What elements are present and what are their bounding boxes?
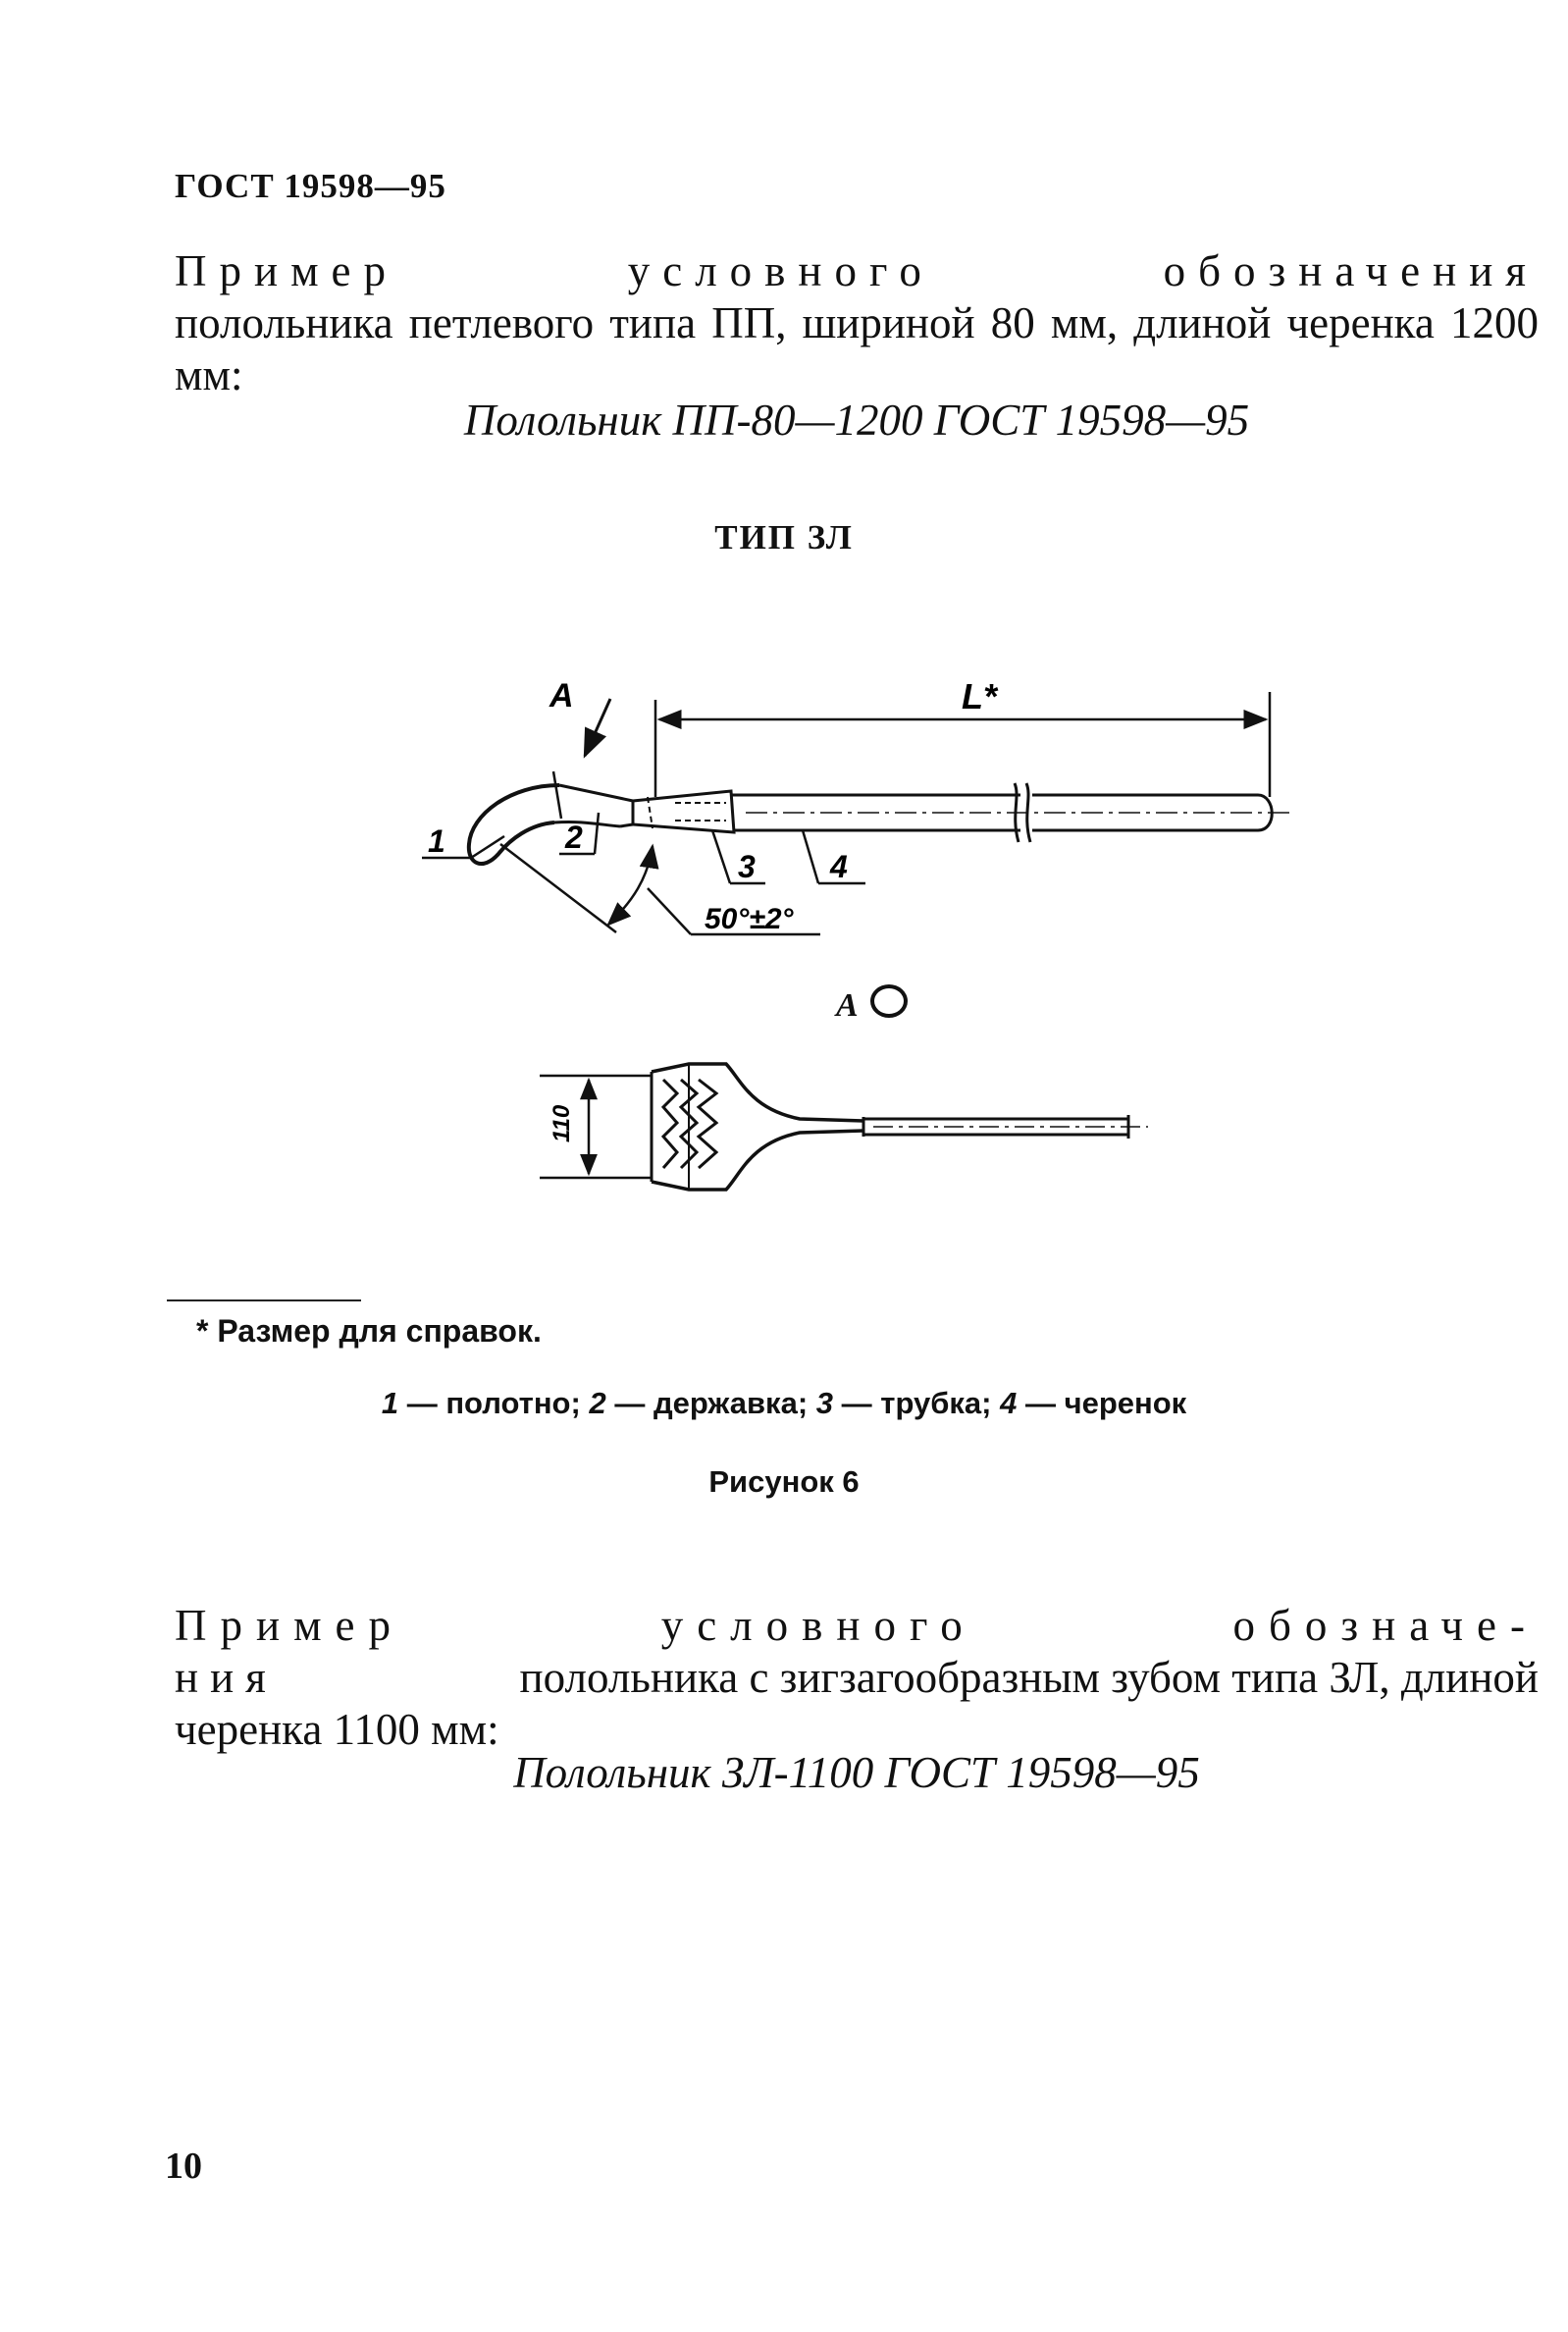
example-1-designation: Полольник ПП-80—1200 ГОСТ 19598—95 bbox=[463, 396, 1250, 445]
example-2-spaced-heading bbox=[175, 1600, 1539, 1652]
angle-leader bbox=[648, 888, 691, 934]
angle-extension-line bbox=[500, 844, 616, 932]
example-2-paragraph bbox=[175, 1600, 1539, 1756]
legend-num: 3 bbox=[815, 1386, 834, 1420]
holder-top bbox=[559, 785, 633, 801]
legend-num: 4 bbox=[1000, 1386, 1018, 1420]
legend-separator: ; bbox=[797, 1386, 809, 1420]
width-dimension-label: 110 bbox=[549, 1104, 575, 1142]
legend-label: полотно bbox=[445, 1386, 571, 1420]
type-title: ТИП ЗЛ bbox=[714, 518, 854, 556]
view-a-letter: А bbox=[549, 677, 574, 715]
legend-separator: ; bbox=[570, 1386, 581, 1420]
figure-caption: Рисунок 6 bbox=[708, 1464, 860, 1499]
zigzag-tooth bbox=[699, 1080, 716, 1168]
callout-2-label: 2 bbox=[565, 820, 583, 855]
spaced-word: условного bbox=[660, 1601, 976, 1650]
footnote-rule bbox=[167, 1299, 361, 1301]
angle-label: 50°±2° bbox=[705, 903, 794, 935]
legend-dash: — bbox=[841, 1386, 872, 1420]
legend-dash: — bbox=[614, 1386, 646, 1420]
blade-top-outline bbox=[652, 1064, 863, 1121]
view-direction-icon bbox=[870, 984, 908, 1018]
legend-dash: — bbox=[1024, 1386, 1056, 1420]
dimension-L-label: L* bbox=[962, 676, 997, 716]
zigzag-tooth bbox=[663, 1080, 677, 1168]
spaced-word: обозначения bbox=[1163, 246, 1539, 295]
footnote: * Размер для справок. bbox=[196, 1313, 542, 1349]
spaced-word: обозначе- bbox=[1232, 1601, 1539, 1650]
callout-4-leader bbox=[803, 830, 818, 883]
tube-hidden-line bbox=[648, 797, 653, 828]
angle-arc bbox=[608, 846, 653, 925]
view-a-title bbox=[836, 984, 908, 1025]
view-a-title-letter: А bbox=[836, 987, 859, 1024]
spaced-word: условного bbox=[627, 246, 934, 295]
spaced-word: ния bbox=[175, 1653, 278, 1703]
page-number: 10 bbox=[165, 2146, 202, 2187]
legend-label: черенок bbox=[1064, 1386, 1187, 1420]
legend-label: трубка bbox=[880, 1386, 982, 1420]
legend-label: державка bbox=[653, 1386, 798, 1420]
example-1-text: полольника петлевого типа ПП, шириной 80 мм, длиной черенка 1200 мм: bbox=[175, 298, 1539, 400]
callout-3-leader bbox=[712, 830, 730, 883]
holder-bottom bbox=[620, 824, 633, 826]
figure-legend bbox=[0, 1386, 1568, 1421]
legend-num: 1 bbox=[381, 1386, 399, 1420]
blade-outline bbox=[469, 785, 559, 864]
spaced-word: Пример bbox=[175, 1601, 405, 1650]
legend-num: 2 bbox=[589, 1386, 606, 1420]
blade-holder-joint bbox=[553, 771, 561, 819]
example-2-line-2 bbox=[175, 1652, 1539, 1704]
weeder-top-view-drawing bbox=[530, 1040, 1158, 1197]
example-2-line-2-text: полольника с зигзагообразным зубом типа ЗЛ, длиной bbox=[519, 1653, 1539, 1703]
document-header: ГОСТ 19598—95 bbox=[175, 167, 446, 205]
callout-3-label: 3 bbox=[738, 849, 756, 884]
view-a-arrow bbox=[585, 699, 610, 756]
legend-dash: — bbox=[406, 1386, 438, 1420]
example-2-line-3: черенка 1100 мм: bbox=[175, 1705, 499, 1755]
callout-2-leader bbox=[595, 813, 599, 854]
spaced-word: Пример bbox=[175, 246, 399, 295]
callout-4-label: 4 bbox=[830, 849, 848, 884]
example-2-designation: Полольник ЗЛ-1100 ГОСТ 19598—95 bbox=[513, 1748, 1200, 1797]
legend-separator: ; bbox=[981, 1386, 992, 1420]
callout-1-label: 1 bbox=[428, 823, 445, 859]
